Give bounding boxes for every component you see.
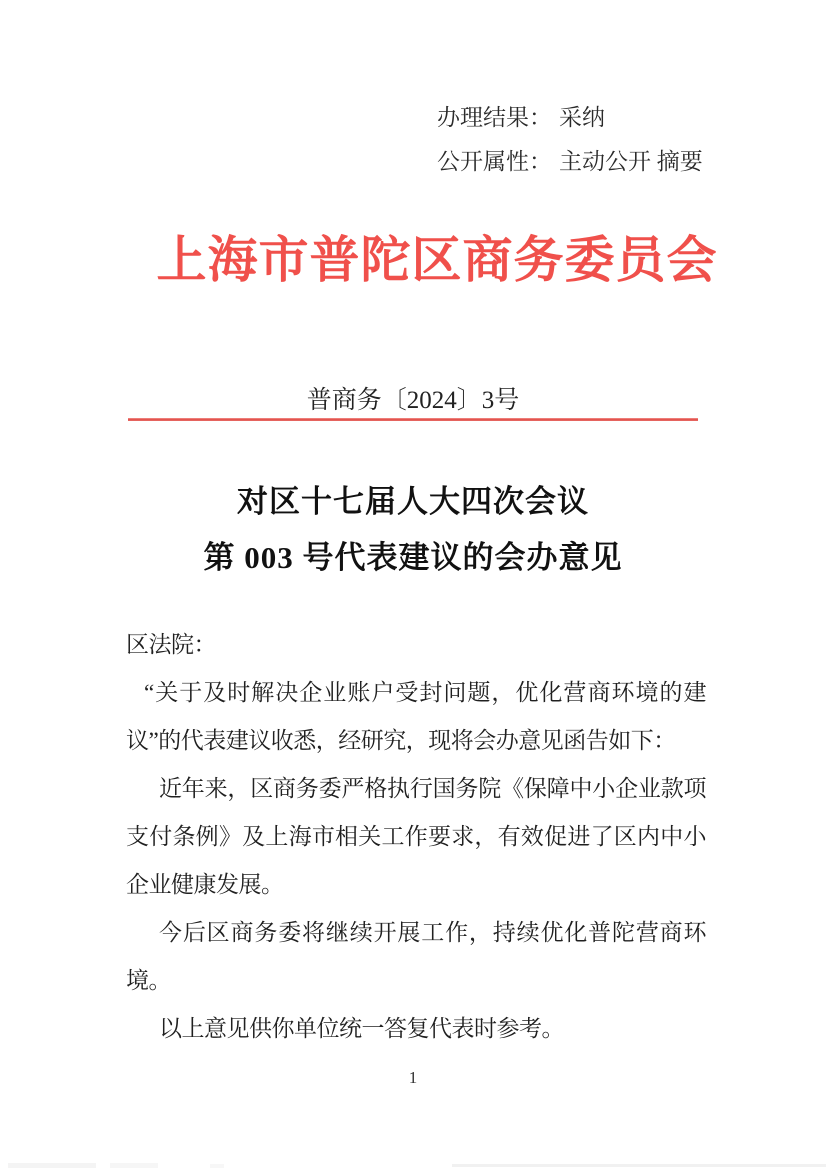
scan-artifact bbox=[210, 1164, 224, 1168]
salutation: 区法院： bbox=[126, 632, 216, 657]
meta-label-result: 办理结果： bbox=[437, 105, 552, 130]
body-paragraph: 以上意见供你单位统一答复代表时参考。 bbox=[159, 1016, 564, 1041]
scan-artifact bbox=[452, 1164, 826, 1167]
doc-title-line1: 对区十七届人大四次会议 bbox=[237, 484, 589, 519]
red-divider-rule bbox=[128, 418, 698, 421]
meta-value-result: 采纳 bbox=[559, 105, 605, 130]
body-paragraph: “关于及时解决企业账户受封问题，优化营商环境的建议”的代表建议收悉，经研究，现将会办意见函告如下： bbox=[126, 680, 706, 753]
org-masthead-title: 上海市普陀区商务委员会 bbox=[156, 232, 718, 288]
doc-title bbox=[0, 474, 826, 586]
meta-block bbox=[437, 96, 703, 184]
doc-number: 普商务〔2024〕3号 bbox=[306, 387, 520, 414]
meta-value-publicity: 主动公开 摘要 bbox=[559, 149, 703, 174]
body-paragraph: 今后区商务委将继续开展工作，持续优化普陀营商环境。 bbox=[126, 920, 706, 993]
meta-row-result bbox=[437, 96, 703, 140]
scan-artifact bbox=[110, 1163, 158, 1168]
body-paragraph: 近年来，区商务委严格执行国务院《保障中小企业款项支付条例》及上海市相关工作要求，有效促进了区内中小企业健康发展。 bbox=[126, 776, 706, 897]
document-body bbox=[126, 621, 706, 1053]
meta-label-publicity: 公开属性： bbox=[437, 149, 552, 174]
doc-title-line2: 第 003 号代表建议的会办意见 bbox=[203, 540, 623, 575]
page-number: 1 bbox=[408, 1068, 418, 1087]
scan-artifact bbox=[8, 1163, 96, 1168]
meta-row-publicity bbox=[437, 140, 703, 184]
